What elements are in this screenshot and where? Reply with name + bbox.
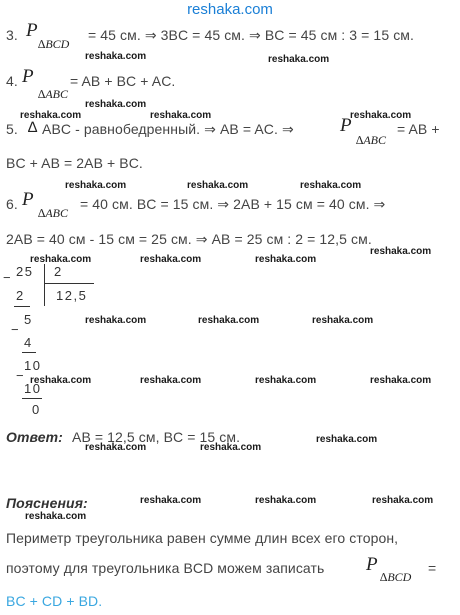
watermark: reshaka.com <box>255 375 317 386</box>
step-5-number: 5. <box>6 121 18 137</box>
answer-label: Ответ: <box>6 429 63 445</box>
division-line-6: 0 <box>32 402 41 417</box>
division-line-2: 5 <box>24 312 33 327</box>
watermark: reshaka.com <box>140 375 202 386</box>
division-divisor: 2 <box>54 264 63 279</box>
division-rule-1 <box>14 306 30 307</box>
watermark: reshaka.com <box>150 110 212 121</box>
watermark: reshaka.com <box>350 110 412 121</box>
watermark: reshaka.com <box>85 51 147 62</box>
watermark: reshaka.com <box>140 254 202 265</box>
explanation-line-3: BC + CD + BD. <box>6 593 103 609</box>
step-3-number: 3. <box>6 27 18 43</box>
division-minus-2: − <box>11 322 21 337</box>
watermark: reshaka.com <box>20 110 82 121</box>
division-minus-3: − <box>16 368 26 383</box>
triangle-symbol: ∆ <box>28 119 38 136</box>
step-4-text: = AB + BC + AC. <box>70 73 176 89</box>
division-line-5: 10 <box>24 381 42 396</box>
step-4-number: 4. <box>6 73 18 89</box>
watermark: reshaka.com <box>370 375 432 386</box>
step-4-perimeter-symbol: P <box>22 66 34 87</box>
watermark: reshaka.com <box>200 442 262 453</box>
watermark: reshaka.com <box>85 99 147 110</box>
step-5-subscript: ∆ABC <box>356 133 387 147</box>
division-rule-3 <box>22 398 42 399</box>
division-quotient: 12,5 <box>56 288 88 303</box>
watermark: reshaka.com <box>268 54 330 65</box>
step-3-text: = 45 см. ⇒ 3BC = 45 см. ⇒ BC = 45 см : 3 = 15 см. <box>88 27 415 43</box>
explanation-label: Пояснения: <box>6 495 88 511</box>
division-dividend: 25 <box>16 264 34 279</box>
division-minus-1: − <box>3 270 13 285</box>
watermark: reshaka.com <box>312 315 374 326</box>
step-6-text-a: = 40 см. BC = 15 см. ⇒ 2AB + 15 см = 40 см. ⇒ <box>80 196 386 212</box>
site-title[interactable]: reshaka.com <box>187 1 273 18</box>
watermark: reshaka.com <box>300 180 362 191</box>
step-5-text-c: BC + AB = 2AB + BC. <box>6 155 143 171</box>
division-rule-2 <box>22 352 36 353</box>
step-4-subscript: ∆ABC <box>38 87 69 101</box>
watermark: reshaka.com <box>85 442 147 453</box>
explanation-line-2: поэтому для треугольника BCD можем записать <box>6 560 325 576</box>
step-6-subscript: ∆ABC <box>38 206 69 220</box>
watermark: reshaka.com <box>30 375 92 386</box>
watermark: reshaka.com <box>30 254 92 265</box>
step-3-subscript: ∆BCD <box>38 37 70 51</box>
explanation-line-1: Периметр треугольника равен сумме длин всех его сторон, <box>6 530 399 546</box>
step-3-perimeter-symbol: P <box>26 20 38 41</box>
explanation-line-2-end: = <box>428 560 437 576</box>
division-vertical-bar <box>44 264 45 306</box>
watermark: reshaka.com <box>255 254 317 265</box>
watermark: reshaka.com <box>140 495 202 506</box>
step-6-perimeter-symbol: P <box>22 189 34 210</box>
step-6-text-b: 2AB = 40 см - 15 см = 25 см. ⇒ AB = 25 см : 2 = 12,5 см. <box>6 231 372 247</box>
step-6-number: 6. <box>6 196 18 212</box>
explanation-subscript: ∆BCD <box>380 570 412 584</box>
watermark: reshaka.com <box>316 434 378 445</box>
answer-text: AB = 12,5 см, BC = 15 см. <box>72 429 241 445</box>
division-line-1: 2 <box>16 288 25 303</box>
division-divisor-underline <box>44 283 94 284</box>
watermark: reshaka.com <box>198 315 260 326</box>
watermark: reshaka.com <box>372 495 434 506</box>
watermark: reshaka.com <box>255 495 317 506</box>
step-5-text-b: = AB + <box>397 121 440 137</box>
explanation-perimeter-symbol: P <box>366 554 378 575</box>
step-5-text-a: ABC - равнобедренный. ⇒ AB = AC. ⇒ <box>42 121 294 137</box>
watermark: reshaka.com <box>25 511 87 522</box>
watermark: reshaka.com <box>85 315 147 326</box>
division-line-3: 4 <box>24 335 33 350</box>
division-line-4: 10 <box>24 358 42 373</box>
watermark: reshaka.com <box>65 180 127 191</box>
watermark: reshaka.com <box>187 180 249 191</box>
watermark: reshaka.com <box>370 246 432 257</box>
step-5-perimeter-symbol: P <box>340 115 352 136</box>
